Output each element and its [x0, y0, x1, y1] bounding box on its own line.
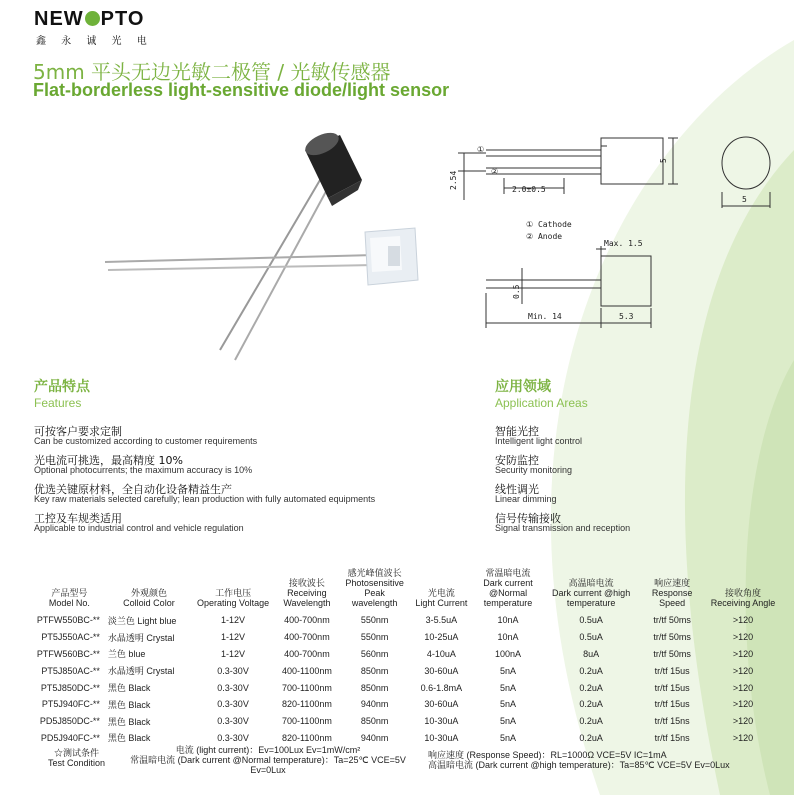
test-condition-response: 响应速度 (Response Speed)：RL=1000Ω VCE=5V IC=1mA: [428, 750, 667, 760]
table-cell: 940nm: [360, 732, 389, 743]
test-condition-label-en: Test Condition: [48, 758, 106, 768]
table-cell: tr/tf 15us: [654, 665, 690, 676]
test-condition-dark-high: 高温暗电流 (Dark current @high temperature)：Ta=85℃ VCE=5V Ev=0Lux: [428, 760, 730, 770]
dim-lead-width: 0.5: [512, 284, 521, 299]
table-cell: 400-700nm: [284, 632, 330, 643]
header-peak: 感光峰值波长 Photosensitive Peak wavelength: [345, 568, 404, 608]
header-angle: 接收角度 Receiving Angle: [710, 588, 776, 608]
table-cell: 8uA: [583, 648, 600, 659]
table-cell: 700-1100nm: [282, 682, 332, 693]
application-item: 线性调光 Linear dimming: [495, 483, 557, 504]
table-cell: PT5J940FC-**: [41, 699, 100, 710]
table-cell: tr/tf 15ns: [654, 716, 690, 727]
dimension-drawing: [436, 128, 781, 338]
brand-logo: [34, 8, 144, 31]
table-cell: 940nm: [360, 699, 389, 710]
table-cell: 100nA: [495, 648, 522, 659]
table-cell: 400-1100nm: [282, 665, 332, 676]
table-cell: 550nm: [360, 632, 389, 643]
test-condition-label-cn: ☆测试条件: [54, 748, 100, 758]
application-item: 安防监控 Security monitoring: [495, 454, 573, 475]
table-cell: 10-25uA: [424, 632, 459, 643]
table-row: [33, 730, 781, 747]
table-cell: 黑色 Black: [107, 733, 151, 744]
table-cell: 700-1100nm: [282, 716, 332, 727]
table-cell: 5nA: [500, 716, 517, 727]
table-cell: 黑色 Black: [107, 699, 151, 710]
table-cell: >120: [732, 648, 754, 659]
header-color: 外观颜色 Colloid Color: [123, 588, 175, 608]
table-row: [33, 612, 781, 629]
table-cell: >120: [732, 615, 754, 626]
pin1-label: ①: [477, 145, 485, 154]
table-cell: 5nA: [500, 682, 517, 693]
test-condition-label: [48, 748, 105, 768]
table-cell: 水晶透明 Crystal: [107, 666, 175, 677]
logo-text-right: PTO: [100, 8, 145, 30]
table-cell: 0.2uA: [579, 682, 603, 693]
applications-list: [495, 423, 775, 539]
logo-o-icon: [85, 11, 100, 26]
table-row: [33, 629, 781, 646]
table-row: [33, 662, 781, 679]
table-row: [33, 646, 781, 663]
table-cell: 0.2uA: [579, 665, 603, 676]
table-cell: 1-12V: [221, 615, 246, 626]
spec-table-body: [33, 612, 781, 746]
table-cell: 550nm: [360, 615, 389, 626]
product-photo: [100, 120, 430, 380]
table-cell: tr/tf 50ms: [653, 615, 691, 626]
table-cell: 3-5.5uA: [425, 615, 458, 626]
table-cell: 10-30uA: [424, 716, 459, 727]
table-cell: 400-700nm: [284, 648, 330, 659]
header-model: 产品型号 Model No.: [48, 588, 90, 608]
table-row: [33, 696, 781, 713]
test-condition-left: [118, 745, 418, 775]
table-cell: 400-700nm: [284, 615, 330, 626]
table-cell: PTFW550BC-**: [36, 615, 100, 626]
black-diode-image: [220, 128, 362, 360]
table-cell: 820-1100nm: [282, 732, 332, 743]
table-cell: tr/tf 15ns: [654, 732, 690, 743]
table-row: [33, 679, 781, 696]
spec-table: [33, 568, 781, 746]
feature-item: 优选关键原材料，全自动化设备精益生产 Key raw materials selected carefully; lean production with fully automated equipments: [34, 483, 376, 504]
table-cell: 1-12V: [221, 648, 246, 659]
feature-item: 可按客户要求定制 Can be customized according to customer requirements: [34, 425, 258, 446]
table-cell: 30-60uA: [424, 665, 459, 676]
table-cell: PT5J550AC-**: [41, 632, 100, 643]
feature-item: 工控及车规类适用 Applicable to industrial control and vehicle regulation: [34, 512, 244, 533]
dim-lead-gap: 2.0±0.5: [512, 185, 546, 194]
features-title-cn: 产品特点: [34, 379, 90, 395]
brand-subtitle: 鑫 永 诚 光 电: [36, 36, 153, 47]
table-cell: 0.2uA: [579, 716, 603, 727]
application-item: 信号传输接收 Signal transmission and reception: [495, 512, 631, 533]
table-cell: >120: [732, 665, 754, 676]
logo-text-left: NEW: [34, 8, 84, 30]
table-cell: 1-12V: [221, 632, 246, 643]
header-dark-normal: 常温暗电流 Dark current @Normal temperature: [483, 568, 533, 608]
table-cell: >120: [732, 682, 754, 693]
table-cell: PTFW560BC-**: [36, 648, 100, 659]
table-cell: >120: [732, 699, 754, 710]
test-condition-light-current: 电流 (light current)：Ev=100Lux Ev=1mW/cm²: [175, 745, 361, 755]
header-voltage: 工作电压 Operating Voltage: [197, 588, 270, 608]
table-cell: 0.3-30V: [217, 732, 249, 743]
table-cell: 0.2uA: [579, 732, 603, 743]
table-cell: 0.3-30V: [217, 699, 249, 710]
dim-body-height: 5: [659, 158, 668, 163]
dim-min-length: Min. 14: [528, 312, 562, 321]
dim-body-length: 5.3: [619, 312, 634, 321]
dim-max: Max. 1.5: [604, 239, 643, 248]
application-item: 智能光控 Intelligent light control: [495, 425, 583, 446]
table-cell: 0.5uA: [579, 632, 603, 643]
table-cell: tr/tf 15us: [654, 699, 690, 710]
table-cell: 850nm: [360, 665, 389, 676]
header-dark-high: 高温暗电流 Dark current @high temperature: [552, 578, 631, 608]
dim-pitch: 2.54: [449, 170, 458, 190]
table-cell: 黑色 Black: [107, 683, 151, 694]
table-header-row: [33, 568, 781, 612]
table-cell: PD5J940FC-**: [40, 732, 100, 743]
table-cell: 10nA: [497, 615, 519, 626]
table-cell: PT5J850DC-**: [40, 682, 100, 693]
table-cell: 820-1100nm: [282, 699, 332, 710]
table-cell: 10nA: [497, 632, 519, 643]
table-cell: 淡兰色 Light blue: [107, 615, 177, 626]
legend-cathode: ① Cathode: [526, 220, 572, 229]
table-cell: 兰色 blue: [107, 649, 146, 660]
table-cell: 水晶透明 Crystal: [107, 632, 175, 643]
feature-item: 光电流可挑选，最高精度 10% Optional photocurrents; the maximum accuracy is 10%: [34, 454, 253, 475]
table-cell: 黑色 Black: [107, 716, 151, 727]
table-cell: 560nm: [360, 648, 389, 659]
table-cell: >120: [732, 632, 754, 643]
pin2-label: ②: [491, 167, 499, 176]
table-cell: 5nA: [500, 665, 517, 676]
table-cell: >120: [732, 732, 754, 743]
page-title-cn: 5mm 平头无边光敏二极管 / 光敏传感器: [33, 60, 391, 84]
dim-diameter: 5: [742, 195, 747, 204]
table-cell: 850nm: [360, 682, 389, 693]
features-list: [34, 423, 464, 539]
header-response: 响应速度 Response Speed: [651, 578, 693, 608]
table-cell: 5nA: [500, 699, 517, 710]
applications-title-en: Application Areas: [495, 396, 588, 410]
applications-title-cn: 应用领域: [495, 379, 551, 395]
header-wavelength: 接收波长 Receiving Wavelength: [283, 578, 331, 608]
table-cell: 4-10uA: [426, 648, 456, 659]
table-cell: >120: [732, 716, 754, 727]
table-cell: 0.2uA: [579, 699, 603, 710]
test-condition-right: [428, 750, 730, 770]
table-cell: 0.3-30V: [217, 665, 249, 676]
test-condition-dark-normal: 常温暗电流 (Dark current @Normal temperature)：Ta=25℃ VCE=5V: [130, 755, 406, 765]
table-cell: tr/tf 15us: [654, 682, 690, 693]
table-cell: 10-30uA: [424, 732, 459, 743]
legend-anode: ② Anode: [526, 232, 563, 241]
table-cell: tr/tf 50ms: [653, 648, 691, 659]
table-cell: PD5J850DC-**: [39, 716, 100, 727]
clear-diode-image: [105, 228, 418, 285]
header-light-current: 光电流 Light Current: [415, 588, 468, 608]
table-cell: PT5J850AC-**: [41, 665, 100, 676]
table-cell: 850nm: [360, 716, 389, 727]
table-cell: 0.3-30V: [217, 682, 249, 693]
page-title-en: Flat-borderless light-sensitive diode/light sensor: [33, 80, 450, 100]
table-row: [33, 713, 781, 730]
table-cell: tr/tf 50ms: [653, 632, 691, 643]
table-cell: 0.5uA: [579, 615, 603, 626]
table-cell: 0.3-30V: [217, 716, 249, 727]
table-cell: 30-60uA: [424, 699, 459, 710]
table-cell: 0.6-1.8mA: [420, 682, 463, 693]
table-cell: 5nA: [500, 732, 517, 743]
test-condition-ev: Ev=0Lux: [250, 765, 286, 775]
features-title-en: Features: [34, 396, 82, 410]
